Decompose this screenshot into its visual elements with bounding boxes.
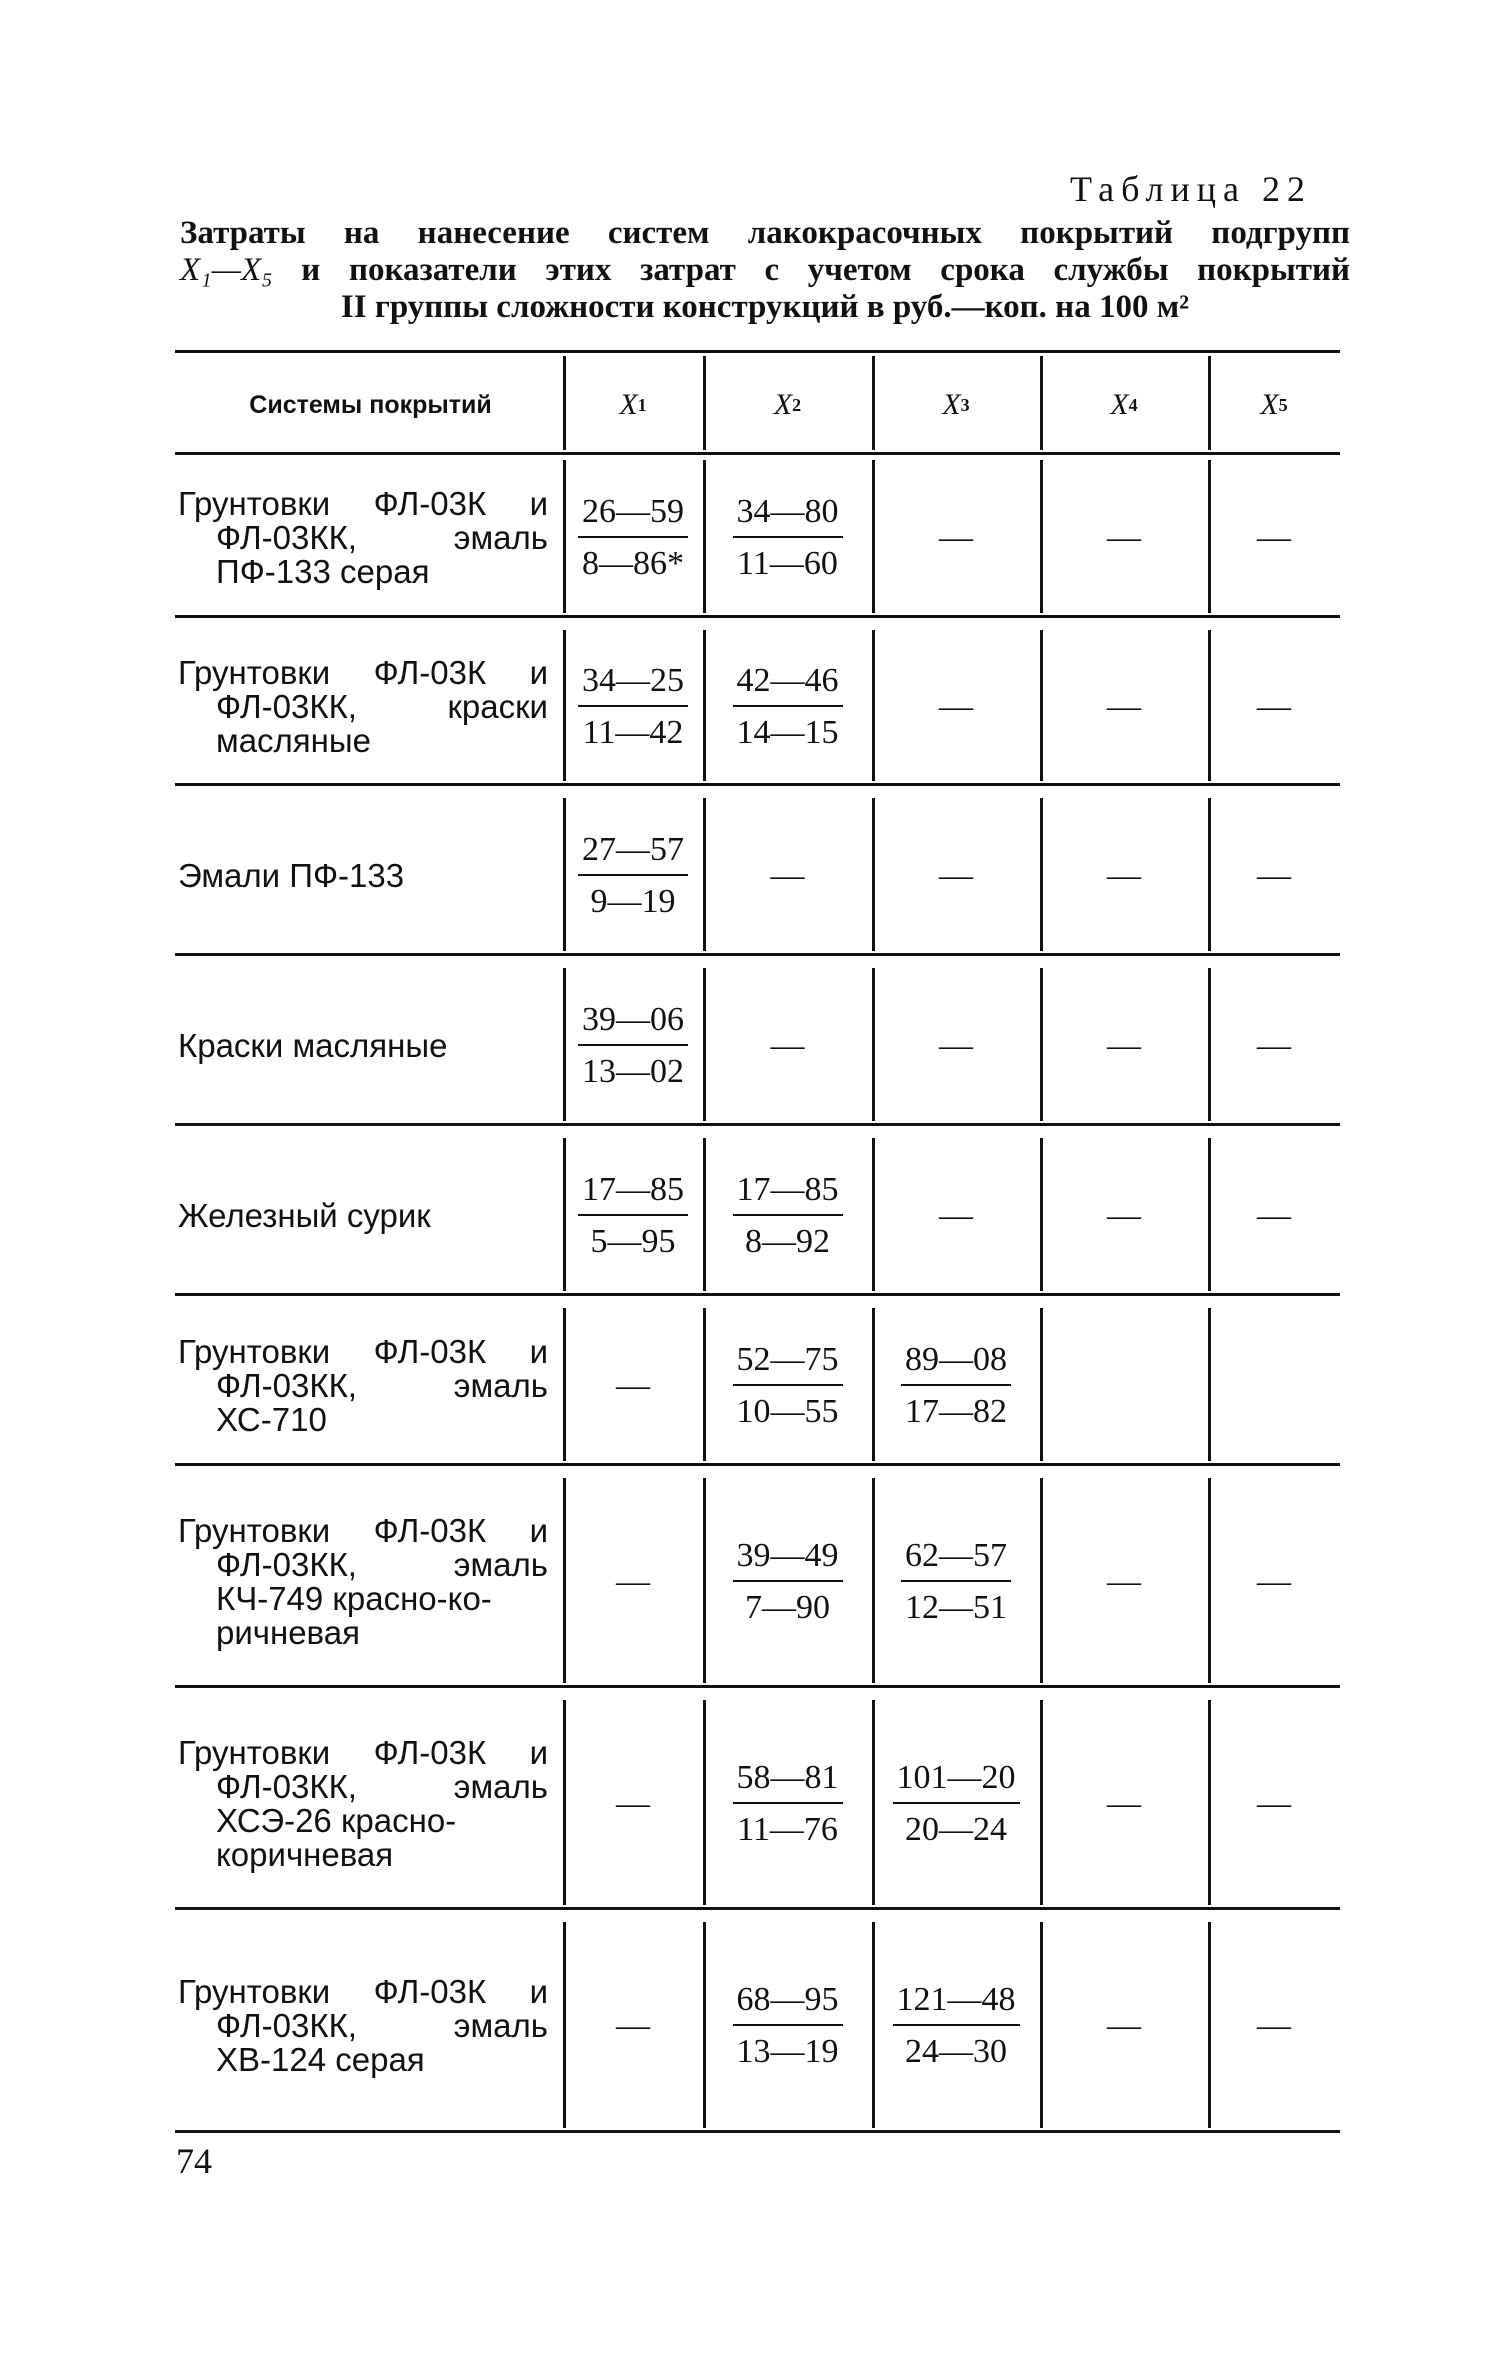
empty-dash: — [1107, 1196, 1141, 1234]
cost-indicator: 17—82 [905, 1392, 1007, 1430]
cell-x2 [703, 968, 872, 1123]
header-x4-symbol: X [1110, 388, 1129, 421]
empty-dash: — [1257, 518, 1291, 556]
empty-dash: — [939, 687, 973, 725]
cell-x3 [872, 1308, 1040, 1463]
cell-x2 [703, 1138, 872, 1293]
cell-x3 [872, 630, 1040, 783]
cost-value: 17—85 [733, 1172, 843, 1216]
row-label-line: Грунтовки ФЛ-03К и [178, 484, 548, 522]
column-divider [1040, 1308, 1043, 1461]
row-label [178, 630, 548, 783]
cost-fraction [733, 1538, 843, 1626]
row-label-line: ФЛ-03КК, эмаль [216, 2007, 548, 2044]
cost-value: 89—08 [901, 1342, 1011, 1386]
cell-x4 [1040, 1700, 1208, 1907]
cost-indicator: 20—24 [905, 1810, 1007, 1848]
cost-value: 17—85 [578, 1172, 688, 1216]
caption-line-1: Затраты на нанесение систем лакокрасочных покрытий подгрупп [180, 215, 1350, 251]
row-rule [175, 783, 1340, 786]
row-label-line: коричневая [216, 1835, 394, 1873]
cell-x5 [1208, 1138, 1340, 1293]
empty-dash: — [1257, 1784, 1291, 1822]
cost-value: 39—06 [578, 1002, 688, 1046]
empty-dash: — [770, 1026, 805, 1064]
header-x5-subscript: 5 [1278, 394, 1288, 415]
empty-dash: — [616, 1784, 650, 1822]
cell-x5 [1208, 798, 1340, 953]
header-x3-symbol: X [942, 388, 961, 421]
cost-indicator: 13—19 [736, 2033, 839, 2070]
cell-x5 [1208, 460, 1340, 615]
cost-indicator: 9—19 [590, 882, 676, 920]
row-label-line: Грунтовки ФЛ-03К и [178, 1973, 548, 2010]
empty-dash: — [939, 1196, 973, 1234]
row-label-line: ФЛ-03КК, эмаль [216, 518, 548, 556]
cell-x1 [563, 968, 703, 1123]
header-x4 [1040, 350, 1208, 460]
cost-value: 27—57 [578, 832, 688, 876]
cost-fraction [578, 663, 688, 751]
header-x2-symbol: X [773, 388, 793, 421]
cell-x2 [703, 1478, 872, 1685]
cost-fraction [893, 1982, 1020, 2070]
cost-value: 62—57 [901, 1538, 1011, 1582]
empty-dash: — [1107, 2007, 1141, 2044]
cost-indicator: 5—95 [590, 1222, 676, 1260]
row-label-line: ФЛ-03КК, эмаль [216, 1767, 548, 1805]
empty-dash: — [1107, 1784, 1141, 1822]
cell-x3 [872, 1478, 1040, 1685]
empty-dash: — [1257, 1196, 1291, 1234]
cost-value: 42—46 [733, 663, 843, 707]
empty-dash: — [1257, 1026, 1291, 1064]
cost-value: 58—81 [733, 1760, 843, 1804]
row-rule [175, 1463, 1340, 1466]
page-number: 74 [176, 2141, 212, 2181]
cost-value: 26—59 [578, 494, 688, 538]
row-label-line: Грунтовки ФЛ-03К и [178, 1511, 548, 1549]
empty-dash: — [616, 1366, 650, 1404]
cell-x4 [1040, 1138, 1208, 1293]
caption-line-2-text: и показатели этих затрат с учетом срока службы покрытий [301, 252, 1351, 288]
row-label [178, 1478, 548, 1685]
header-x1-subscript: 1 [637, 394, 647, 415]
row-label-line: Эмали ПФ-133 [178, 856, 405, 894]
row-rule [175, 1293, 1340, 1296]
column-divider [1208, 1308, 1211, 1461]
cell-x1 [563, 630, 703, 783]
cell-x3 [872, 1138, 1040, 1293]
row-label-line: ФЛ-03КК, краски [216, 687, 548, 725]
caption-line-2 [180, 252, 1350, 289]
cost-indicator: 12—51 [905, 1588, 1007, 1626]
row-label [178, 1308, 548, 1463]
cost-fraction [578, 832, 688, 920]
row-label [178, 1138, 548, 1293]
cell-x4 [1040, 968, 1208, 1123]
cell-x3 [872, 798, 1040, 953]
cell-x4 [1040, 798, 1208, 953]
header-x5 [1208, 350, 1340, 460]
cell-x4 [1040, 1478, 1208, 1685]
row-label-line: ричневая [216, 1613, 360, 1651]
row-rule [175, 953, 1340, 956]
cell-x1 [563, 798, 703, 953]
row-label-line: ХВ-124 серая [216, 2041, 425, 2078]
cell-x1 [563, 1922, 703, 2130]
cost-fraction [901, 1342, 1011, 1430]
cost-fraction [578, 494, 688, 582]
cell-x1 [563, 1478, 703, 1685]
header-x3 [872, 350, 1040, 460]
empty-dash: — [770, 856, 805, 894]
row-label-line: Краски масляные [178, 1026, 448, 1064]
cost-fraction [901, 1538, 1011, 1626]
cell-x5 [1208, 1922, 1340, 2130]
empty-dash: — [616, 2007, 650, 2044]
cell-x3 [872, 1922, 1040, 2130]
cost-indicator: 11—60 [737, 544, 838, 582]
row-label [178, 460, 548, 615]
cell-x4 [1040, 460, 1208, 615]
empty-dash: — [1257, 856, 1291, 894]
empty-dash: — [1107, 518, 1141, 556]
header-x1 [563, 350, 703, 460]
caption-math: X₁—X₅ [180, 252, 273, 288]
row-label-line: Грунтовки ФЛ-03К и [178, 1332, 548, 1370]
row-rule [175, 1685, 1340, 1688]
row-label-line: Железный сурик [178, 1196, 431, 1234]
cost-value: 34—25 [578, 663, 688, 707]
row-label-line: КЧ-749 красно-ко- [216, 1579, 492, 1617]
empty-dash: — [1107, 1562, 1141, 1600]
cell-x2 [703, 1922, 872, 2130]
cost-fraction [578, 1172, 688, 1260]
row-rule [175, 1907, 1340, 1910]
cell-x5 [1208, 968, 1340, 1123]
cost-value: 39—49 [733, 1538, 843, 1582]
empty-dash: — [1257, 1562, 1291, 1600]
header-systems: Системы покрытий [249, 390, 492, 419]
cell-x1 [563, 460, 703, 615]
row-label [178, 1922, 548, 2130]
cell-x2 [703, 1700, 872, 1907]
cost-fraction [733, 1342, 843, 1430]
cost-indicator: 10—55 [736, 1392, 839, 1430]
cost-indicator: 11—76 [737, 1810, 838, 1848]
cost-indicator: 8—92 [745, 1222, 830, 1260]
header-x5-symbol: X [1260, 388, 1279, 421]
row-label-line: ХС-710 [216, 1400, 327, 1438]
cell-x3 [872, 460, 1040, 615]
cost-indicator: 7—90 [745, 1588, 830, 1626]
cell-x1 [563, 1138, 703, 1293]
cost-fraction [733, 494, 843, 582]
empty-dash: — [1257, 2007, 1291, 2044]
empty-dash: — [1257, 687, 1291, 725]
cost-fraction [733, 1982, 843, 2070]
cell-x5 [1208, 1478, 1340, 1685]
cost-fraction [578, 1002, 688, 1090]
cost-indicator: 14—15 [736, 713, 839, 751]
cost-value: 52—75 [733, 1342, 843, 1386]
cost-indicator: 8—86* [582, 544, 684, 582]
cell-x2 [703, 460, 872, 615]
row-label-line: Грунтовки ФЛ-03К и [178, 653, 548, 691]
empty-dash: — [616, 1562, 650, 1600]
row-label [178, 968, 548, 1123]
row-label [178, 1700, 548, 1907]
cell-x4 [1040, 630, 1208, 783]
cost-indicator: 13—02 [582, 1052, 684, 1090]
cost-value: 121—48 [893, 1982, 1020, 2026]
cell-x1 [563, 1700, 703, 1907]
row-label [178, 798, 548, 953]
row-rule [175, 615, 1340, 618]
caption-line-3: II группы сложности конструкций в руб.—коп. на 100 м² [340, 289, 1190, 325]
empty-dash: — [1107, 1026, 1141, 1064]
cell-x4 [1040, 1922, 1208, 2130]
cost-value: 68—95 [733, 1982, 843, 2026]
table-label: Таблица 22 [1070, 169, 1312, 209]
cell-x2 [703, 1308, 872, 1463]
header-x4-subscript: 4 [1128, 394, 1138, 415]
empty-dash: — [939, 1026, 973, 1064]
cell-x5 [1208, 630, 1340, 783]
row-label-line: ПФ-133 серая [216, 552, 430, 590]
cost-fraction [893, 1760, 1020, 1848]
row-rule [175, 1123, 1340, 1126]
row-label-line: Грунтовки ФЛ-03К и [178, 1733, 548, 1771]
row-label-line: ФЛ-03КК, эмаль [216, 1366, 548, 1404]
empty-dash: — [939, 518, 973, 556]
table-caption [180, 215, 1350, 326]
row-label-line: масляные [216, 721, 371, 759]
cost-value: 101—20 [893, 1760, 1020, 1804]
cost-indicator: 24—30 [905, 2033, 1007, 2070]
header-x3-subscript: 3 [960, 394, 970, 415]
header-x2-subscript: 2 [792, 394, 802, 415]
cost-fraction [733, 663, 843, 751]
row-label-line: ХСЭ-26 красно- [216, 1801, 457, 1839]
cell-x3 [872, 968, 1040, 1123]
empty-dash: — [1107, 687, 1141, 725]
cell-x3 [872, 1700, 1040, 1907]
row-label-line: ФЛ-03КК, эмаль [216, 1545, 548, 1583]
row-rule [175, 2130, 1340, 2133]
cost-fraction [733, 1760, 843, 1848]
cost-value: 34—80 [733, 494, 843, 538]
empty-dash: — [939, 856, 973, 894]
empty-dash: — [1107, 856, 1141, 894]
header-x1-symbol: X [619, 388, 638, 421]
cell-x1 [563, 1308, 703, 1463]
cell-x2 [703, 630, 872, 783]
cell-x2 [703, 798, 872, 953]
cost-indicator: 11—42 [582, 713, 684, 751]
header-x2 [703, 350, 872, 460]
cell-x5 [1208, 1700, 1340, 1907]
cost-fraction [733, 1172, 843, 1260]
